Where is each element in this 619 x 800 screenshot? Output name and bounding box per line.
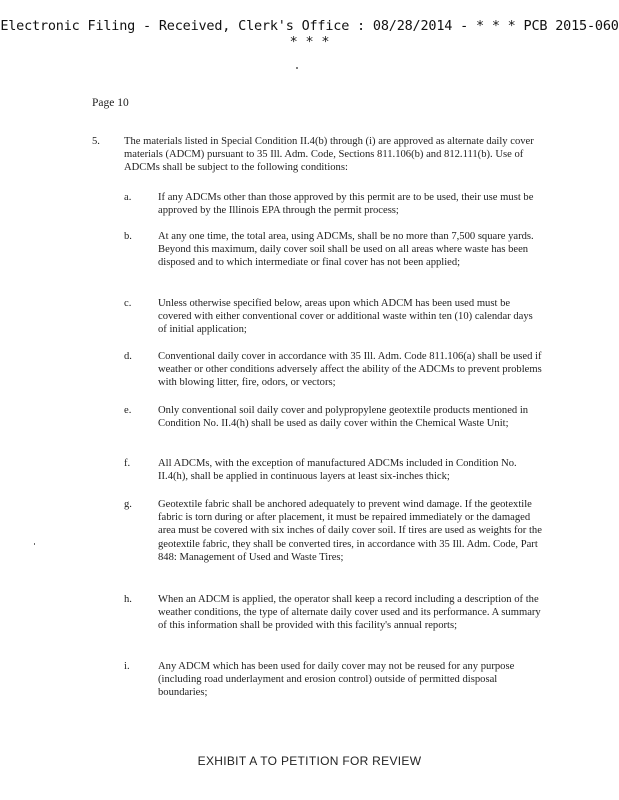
item-text: Any ADCM which has been used for daily cover may not be reused for any purpose (including road underlayment and erosion control) outside of permitted disposal boundaries; xyxy=(158,661,515,699)
item-text: Only conventional soil daily cover and polypropylene geotextile products mentioned in Condition No. II.4(h) shall be used as daily cover within the Chemical Waste Unit; xyxy=(158,405,529,430)
item-letter: b. xyxy=(124,231,132,242)
item-letter: i. xyxy=(124,661,130,672)
exhibit-footer: EXHIBIT A TO PETITION FOR REVIEW xyxy=(197,754,422,768)
item-letter: f. xyxy=(124,458,131,469)
clerk-filing-stamp: Electronic Filing - Received, Clerk's Office : 08/28/2014 - * * * PCB 2015-060 * * * xyxy=(0,18,619,50)
section-number: 5. xyxy=(92,136,100,147)
page-label: Page 10 xyxy=(92,97,129,109)
scan-speck xyxy=(296,67,298,69)
item-text: When an ADCM is applied, the operator shall keep a record including a description of the weather conditions, the type of alternate daily cover used and its performance. A summary of this information shall be provided with this facility's annual reports; xyxy=(158,594,541,632)
item-text: All ADCMs, with the exception of manufactured ADCMs included in Condition No. II.4(h), shall be applied in continuous layers at least six-inches thick; xyxy=(158,458,517,483)
item-letter: d. xyxy=(124,351,132,362)
item-text: Unless otherwise specified below, areas upon which ADCM has been used must be covered with either conventional cover or additional waste within ten (10) calendar days of initial application; xyxy=(158,298,533,336)
item-letter: a. xyxy=(124,192,132,203)
item-text: Conventional daily cover in accordance with 35 Ill. Adm. Code 811.106(a) shall be used if weather or other conditions adversely affect the ability of the ADCMs to prevent problems with blowing litter, fire, odors, or vectors; xyxy=(158,351,542,389)
item-letter: g. xyxy=(124,499,132,510)
item-letter: c. xyxy=(124,298,132,309)
item-letter: e. xyxy=(124,405,132,416)
item-letter: h. xyxy=(124,594,132,605)
item-text: Geotextile fabric shall be anchored adequately to prevent wind damage. If the geotextile fabric is torn during or after placement, it must be repaired immediately or the damaged area must be covered with six inches of daily cover soil. If tires are used as weights for the geotextile fabric, they shall be converted tires, in accordance with 35 Ill. Adm. Code, Part 848: Management of Used and Waste Tires; xyxy=(158,499,542,563)
item-text: At any one time, the total area, using ADCMs, shall be no more than 7,500 square yards. Beyond this maximum, daily cover soil shall be used on all areas where waste has been disposed and to which intermediate or final cover has not been applied; xyxy=(158,231,534,269)
scan-speck xyxy=(34,543,35,545)
section-intro-text: The materials listed in Special Condition II.4(b) through (i) are approved as alternate daily cover materials (ADCM) pursuant to 35 Ill. Adm. Code, Sections 811.106(b) and 812.111(b). Use of ADCMs shall be subject to the following conditions: xyxy=(124,136,534,174)
item-text: If any ADCMs other than those approved by this permit are to be used, their use must be approved by the Illinois EPA through the permit process; xyxy=(158,192,534,217)
